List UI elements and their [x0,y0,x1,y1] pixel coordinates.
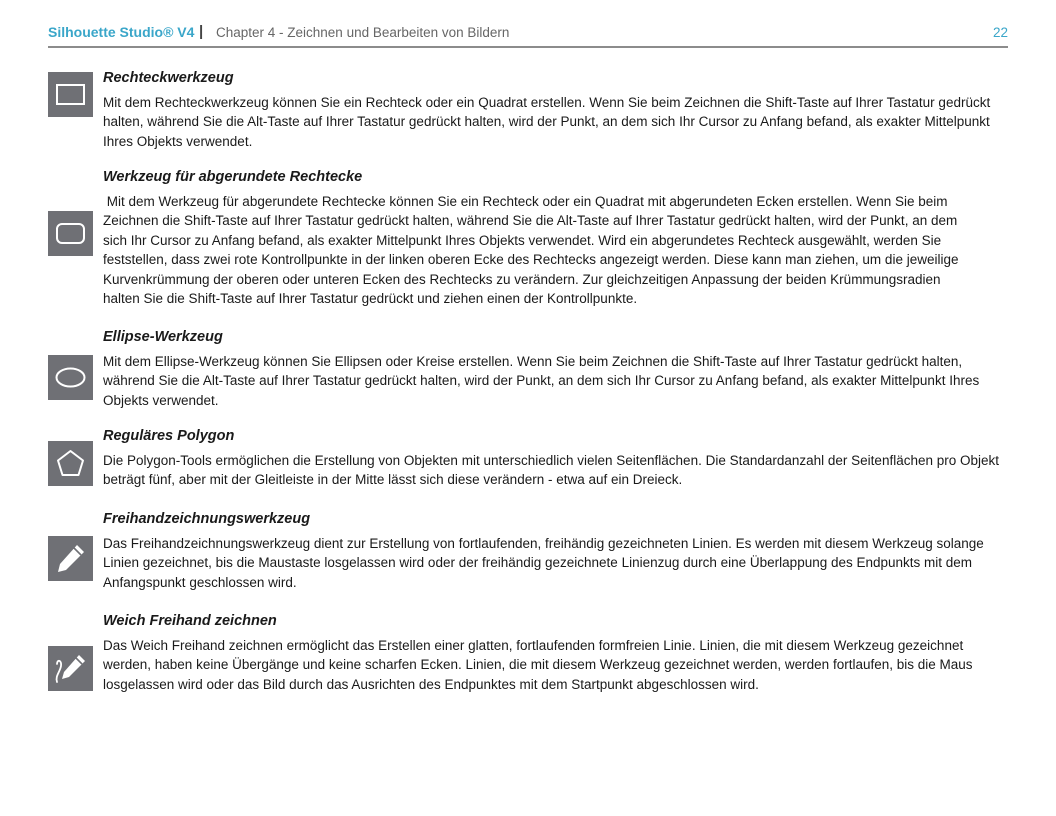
section-text: Mit dem Rechteckwerkzeug können Sie ein Rechteck oder ein Quadrat erstellen. Wenn Sie beim Zeichnen die Shift-Taste auf Ihrer Tastatur gedrückt halten, während Sie die Alt-Taste auf Ihrer Tastatur gedrückt halten, wird der Punkt, an dem sich Ihr Cursor zu Anfang befand, als exakter Mittelpunkt Ihres Objekts verwendet. [103,95,991,149]
section-title: Freihandzeichnungswerkzeug [103,511,311,527]
section-title: Rechteckwerkzeug [103,70,234,86]
section-title: Reguläres Polygon [103,428,235,444]
chapter-title: Chapter 4 - Zeichnen und Bearbeiten von Bildern [216,25,510,40]
section-text: Die Polygon-Tools ermöglichen die Erstellung von Objekten mit unterschiedlich vielen Seitenflächen. Die Standardanzahl der Seitenflächen pro Objekt beträgt fünf, aber mit der Gleitleiste in der Mitte lässt sich diese verändern - etwa auf ein Dreieck. [103,453,1000,488]
rounded-rectangle-icon [48,211,93,256]
rectangle-icon [48,72,93,117]
section-text: Mit dem Ellipse-Werkzeug können Sie Ellipsen oder Kreise erstellen. Wenn Sie beim Zeichnen die Shift-Taste auf Ihrer Tastatur gedrückt halten, während Sie die Alt-Taste auf Ihrer Tastatur gedrückt halten, wird der Punkt, an dem sich Ihr Cursor zu Anfang befand, als exakter Mittelpunkt Ihres Objekts verwendet. [103,354,980,408]
section-text: Das Freihandzeichnungswerkzeug dient zur Erstellung von fortlaufenden, freihändig gezeichneten Linien. Es werden mit diesem Werkzeug solange Linien gezeichnet, bis die Maustaste losgelassen wird oder der freihändig gezeichnete Linienzug durch eine Überlappung des Endpunkts mit dem Anfangspunkt geschlossen wird. [103,536,984,590]
section-title: Werkzeug für abgerundete Rechtecke [103,169,363,185]
pencil-icon [48,536,93,581]
section-text: Mit dem Werkzeug für abgerundete Rechtecke können Sie ein Rechteck oder ein Quadrat mit abgerundeten Ecken erstellen. Wenn Sie beim Zeichnen die Shift-Taste auf Ihrer Tastatur gedrückt halten, während Sie die Alt-Taste auf Ihrer Tastatur gedrückt halten, wird der Punkt, an dem sich Ihr Cursor zu Anfang befand, als exakter Mittelpunkt Ihres Objekts verwendet. Wird ein abgerundetes Rechteck ausgewählt, werden Sie feststellen, dass zwei rote Kontrollpunkte in der linken oberen Ecke des Rechtecks angezeigt werden. Diese kann man ziehen, um die jeweilige Kurvenkrümmung der oberen oder unteren Ecken des Rechtecks zu verändern. Zur gleichzeitigen Anpassung der beiden Krümmungsradien halten Sie die Shift-Taste auf Ihrer Tastatur gedrückt und ziehen einen der Kontrollpunkte. [103,194,963,307]
header-separator: | [199,23,204,40]
polygon-icon [48,441,93,486]
section-title: Ellipse-Werkzeug [103,329,223,345]
page-number: 22 [992,25,1008,40]
brand-title: Silhouette Studio® V4 [48,24,195,40]
section-text: Das Weich Freihand zeichnen ermöglicht das Erstellen einer glatten, fortlaufenden formfreien Linie. Linien, die mit diesem Werkzeug gezeichnet werden, haben keine Übergänge und keine scharfen Ecken. Linien, die mit diesem Werkzeug gezeichnet werden, werden fortlaufen, bis die Maus losgelassen wird oder das Bild durch das Ausrichten des Endpunktes mit dem Startpunkt abgeschlossen wird. [103,638,973,692]
ellipse-icon [48,355,93,400]
page-header [48,22,1008,48]
smooth-pencil-icon [48,646,93,691]
section-title: Weich Freihand zeichnen [103,613,277,629]
